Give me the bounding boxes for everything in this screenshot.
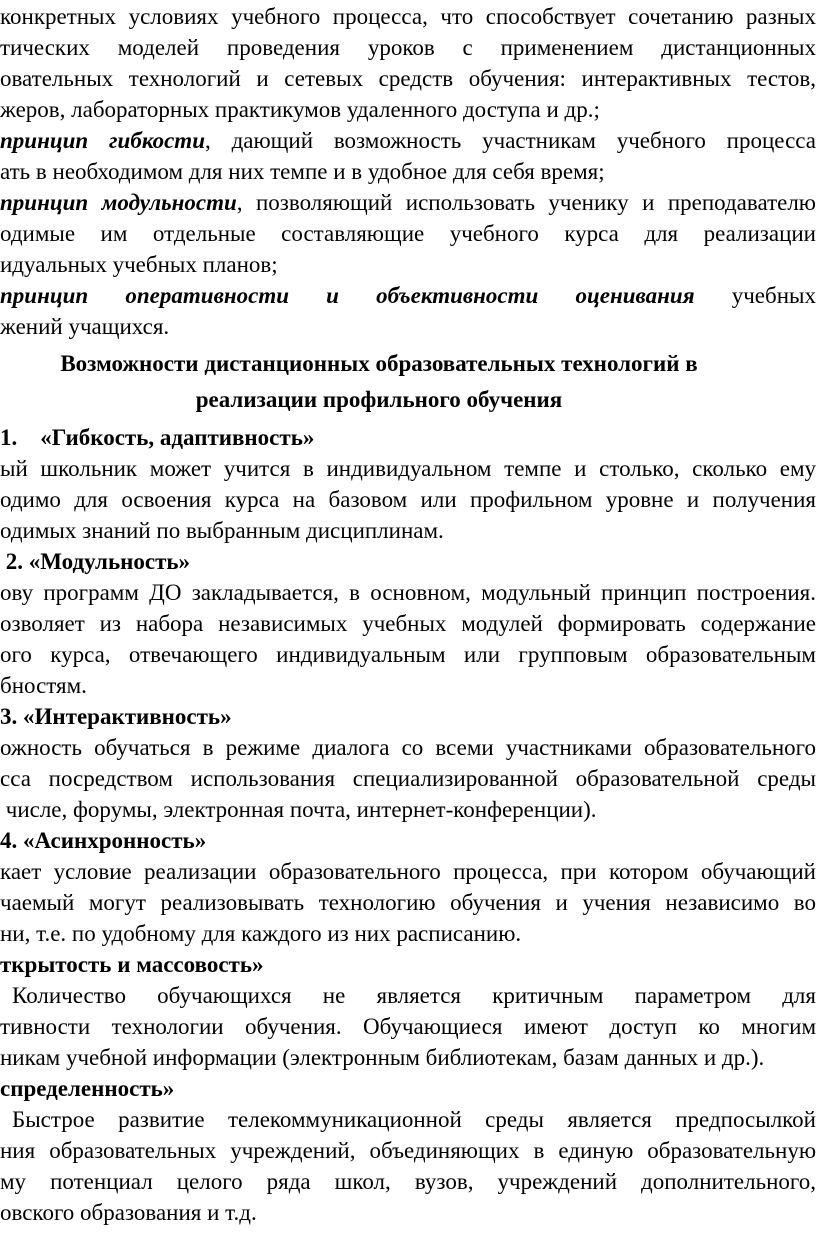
text-run: тивности технологии обучения. Обучающиеся имеют доступ ко многим xyxy=(0,1014,816,1039)
subheading-text: 4. «Асинхронность» xyxy=(0,828,207,853)
text-run: ожность обучаться в режиме диалога со всеми участниками образовательного xyxy=(0,735,816,760)
text-line xyxy=(0,671,816,701)
emphasis-run: принцип оперативности и объективности оценивания xyxy=(0,283,695,308)
text-line xyxy=(0,250,816,280)
text-run: кает условие реализации образовательного процесса, при котором обучающий xyxy=(0,859,816,884)
text-run: жений учащихся. xyxy=(0,314,170,339)
text-run: никам учебной информации (электронным библиотекам, базам данных и др.). xyxy=(0,1045,765,1070)
text-run: одимых знаний по выбранным дисциплинам. xyxy=(0,518,444,543)
subheading-text: 3. «Интерактивность» xyxy=(0,704,232,729)
text-line xyxy=(0,888,816,918)
text-run: овского образования и т.д. xyxy=(0,1200,257,1225)
text-line xyxy=(0,188,816,218)
text-line xyxy=(0,157,816,187)
text-run: овательных технологий и сетевых средств обучения: интерактивных тестов, xyxy=(0,66,816,91)
text-run: ову программ ДО закладывается, в основном, модульный принцип построения. xyxy=(0,580,816,605)
emphasis-run: принцип гибкости xyxy=(0,128,205,153)
section-heading xyxy=(0,349,816,379)
subheading-text: 2. «Модульность» xyxy=(0,549,191,574)
text-run: , дающий возможность участникам учебного процесса xyxy=(205,128,816,153)
subheading-line xyxy=(0,547,816,577)
subheading-text: ткрытость и массовость» xyxy=(0,952,264,977)
text-line xyxy=(0,981,816,1011)
heading-text: Возможности дистанционных образовательных технологий в xyxy=(60,351,698,376)
text-line xyxy=(0,857,816,887)
text-run: ать в необходимом для них темпе и в удобное для себя время; xyxy=(0,159,605,184)
text-run: идуальных учебных планов; xyxy=(0,252,278,277)
text-run: ого курса, отвечающего индивидуальным или групповым образовательным xyxy=(0,642,816,667)
text-run: Быстрое развитие телекоммуникационной среды является предпосылкой xyxy=(12,1107,816,1132)
text-line xyxy=(0,33,816,63)
text-run: жеров, лабораторных практикумов удаленного доступа и др.; xyxy=(0,97,600,122)
text-run: ый школьник может учится в индивидуальном темпе и столько, сколько ему xyxy=(0,456,816,481)
text-line xyxy=(0,516,816,546)
text-run: сса посредством использования специализированной образовательной среды xyxy=(0,766,816,791)
text-line xyxy=(0,485,816,515)
text-line xyxy=(0,1198,816,1228)
text-line xyxy=(0,609,816,639)
subheading-line xyxy=(0,423,816,453)
text-run: ни, т.е. по удобному для каждого из них расписанию. xyxy=(0,921,522,946)
text-run: числе, форумы, электронная почта, интернет-конференции). xyxy=(0,797,597,822)
subheading-text: 1. «Гибкость, адаптивность» xyxy=(0,425,315,450)
subheading-line xyxy=(0,702,816,732)
text-line xyxy=(0,126,816,156)
text-line xyxy=(0,1105,816,1135)
text-line xyxy=(0,795,816,825)
text-run: , позволяющий использовать ученику и преподавателю xyxy=(236,190,816,215)
text-line xyxy=(0,281,816,311)
text-run: ния образовательных учреждений, объединяющих в единую образовательную xyxy=(0,1138,816,1163)
subheading-text: спределенность» xyxy=(0,1076,175,1101)
text-run: озволяет из набора независимых учебных модулей формировать содержание xyxy=(0,611,816,636)
emphasis-run: принцип модульности xyxy=(0,190,237,215)
text-line xyxy=(0,312,816,342)
text-line xyxy=(0,919,816,949)
text-line xyxy=(0,219,816,249)
section-heading xyxy=(0,385,816,415)
text-line xyxy=(0,1012,816,1042)
text-run: бностям. xyxy=(0,673,87,698)
text-line xyxy=(0,95,816,125)
text-line xyxy=(0,454,816,484)
text-line xyxy=(0,64,816,94)
text-run: одимо для освоения курса на базовом или профильном уровне и получения xyxy=(0,487,816,512)
subheading-line xyxy=(0,826,816,856)
text-line xyxy=(0,1136,816,1166)
text-line xyxy=(0,578,816,608)
heading-text: реализации профильного обучения xyxy=(195,387,563,412)
text-run: тических моделей проведения уроков с применением дистанционных xyxy=(0,35,816,60)
text-line xyxy=(0,640,816,670)
text-line xyxy=(0,1167,816,1197)
text-line xyxy=(0,764,816,794)
text-run: учебных xyxy=(694,283,816,308)
text-line xyxy=(0,2,816,32)
text-run: чаемый могут реализовывать технологию обучения и учения независимо во xyxy=(0,890,816,915)
text-line xyxy=(0,733,816,763)
subheading-line xyxy=(0,1074,816,1104)
text-line xyxy=(0,1043,816,1073)
text-run: одимые им отдельные составляющие учебного курса для реализации xyxy=(0,221,816,246)
text-run: конкретных условиях учебного процесса, что способствует сочетанию разных xyxy=(0,4,816,29)
subheading-line xyxy=(0,950,816,980)
text-run: Количество обучающихся не является критичным параметром для xyxy=(12,983,816,1008)
text-run: му потенциал целого ряда школ, вузов, учреждений дополнительного, xyxy=(0,1169,816,1194)
